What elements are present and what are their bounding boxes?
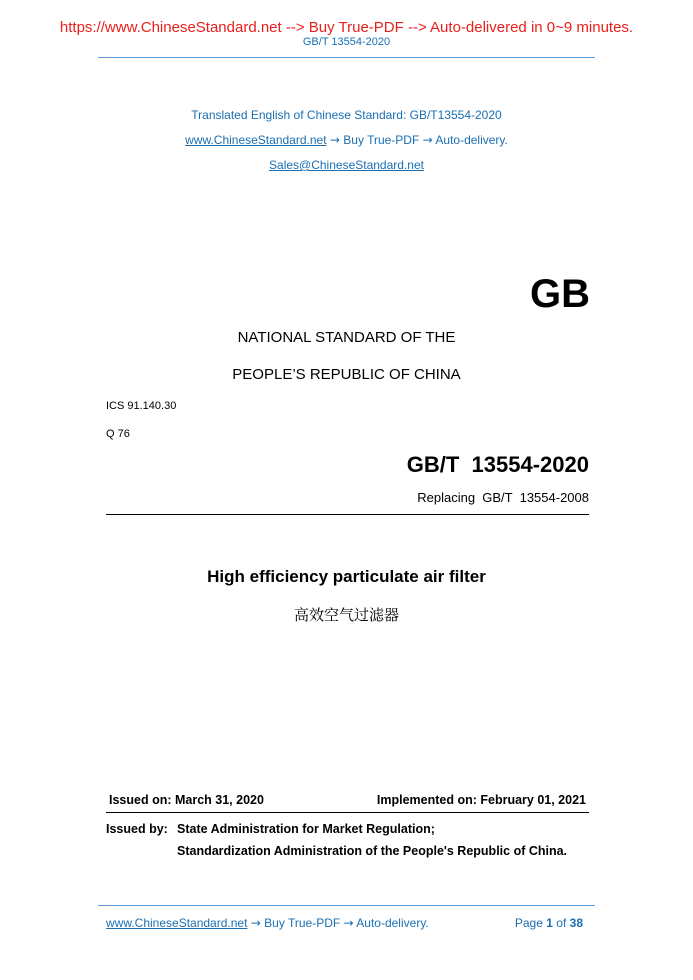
- national-standard-line2: PEOPLE’S REPUBLIC OF CHINA: [232, 366, 461, 383]
- title-chinese: 高效空气过滤器: [293, 607, 399, 624]
- issue-divider: [106, 812, 589, 813]
- email-link[interactable]: Sales@ChineseStandard.net: [269, 158, 424, 172]
- issuer-2: Standardization Administration of the People's Republic of China.: [177, 844, 568, 858]
- arrow-right-icon: →: [329, 133, 340, 147]
- arrow-right-icon: →: [250, 916, 261, 930]
- replacing-note: Replacing GB/T 13554-2008: [417, 490, 589, 505]
- standard-code: GB/T 13554-2020: [406, 452, 589, 477]
- footer-site-link[interactable]: www.ChineseStandard.net: [106, 916, 248, 930]
- footer-divider: [98, 905, 595, 906]
- page-total: 38: [569, 916, 583, 930]
- issuer-1: State Administration for Market Regulation;: [177, 822, 435, 836]
- email-line: [0, 158, 693, 172]
- of-word: of: [556, 916, 567, 930]
- top-banner[interactable]: https://www.ChineseStandard.net --> Buy True-PDF --> Auto-delivered in 0~9 minutes.: [59, 19, 634, 36]
- title-english: High efficiency particulate air filter: [207, 567, 486, 586]
- national-standard-line1: NATIONAL STANDARD OF THE: [237, 329, 456, 346]
- footer-purchase-line: [106, 916, 429, 930]
- footer-buy-text: Buy True-PDF: [264, 916, 341, 930]
- arrow-right-icon: →: [343, 916, 354, 930]
- header-divider: [98, 57, 595, 58]
- translation-note: Translated English of Chinese Standard: GB/T13554-2020: [191, 108, 502, 122]
- buy-text: Buy True-PDF: [343, 133, 420, 147]
- implemented-on: Implemented on: February 01, 2021: [376, 793, 586, 807]
- page-indicator: [515, 916, 583, 930]
- intro-purchase-line: [0, 133, 693, 147]
- footer-auto-text: Auto-delivery.: [356, 916, 429, 930]
- ccs-code: Q 76: [106, 428, 130, 440]
- site-link[interactable]: www.ChineseStandard.net: [185, 133, 327, 147]
- title-divider: [106, 514, 589, 515]
- arrow-right-icon: →: [422, 133, 433, 147]
- page-word: Page: [514, 916, 543, 930]
- ics-code: ICS 91.140.30: [106, 400, 177, 412]
- issued-on: Issued on: March 31, 2020: [109, 793, 264, 807]
- page-number: 1: [546, 916, 553, 930]
- gb-logo: GB: [530, 272, 590, 316]
- auto-delivery-text: Auto-delivery.: [435, 133, 508, 147]
- issued-by-label: Issued by:: [106, 822, 168, 836]
- header-standard-code: GB/T 13554-2020: [302, 36, 391, 48]
